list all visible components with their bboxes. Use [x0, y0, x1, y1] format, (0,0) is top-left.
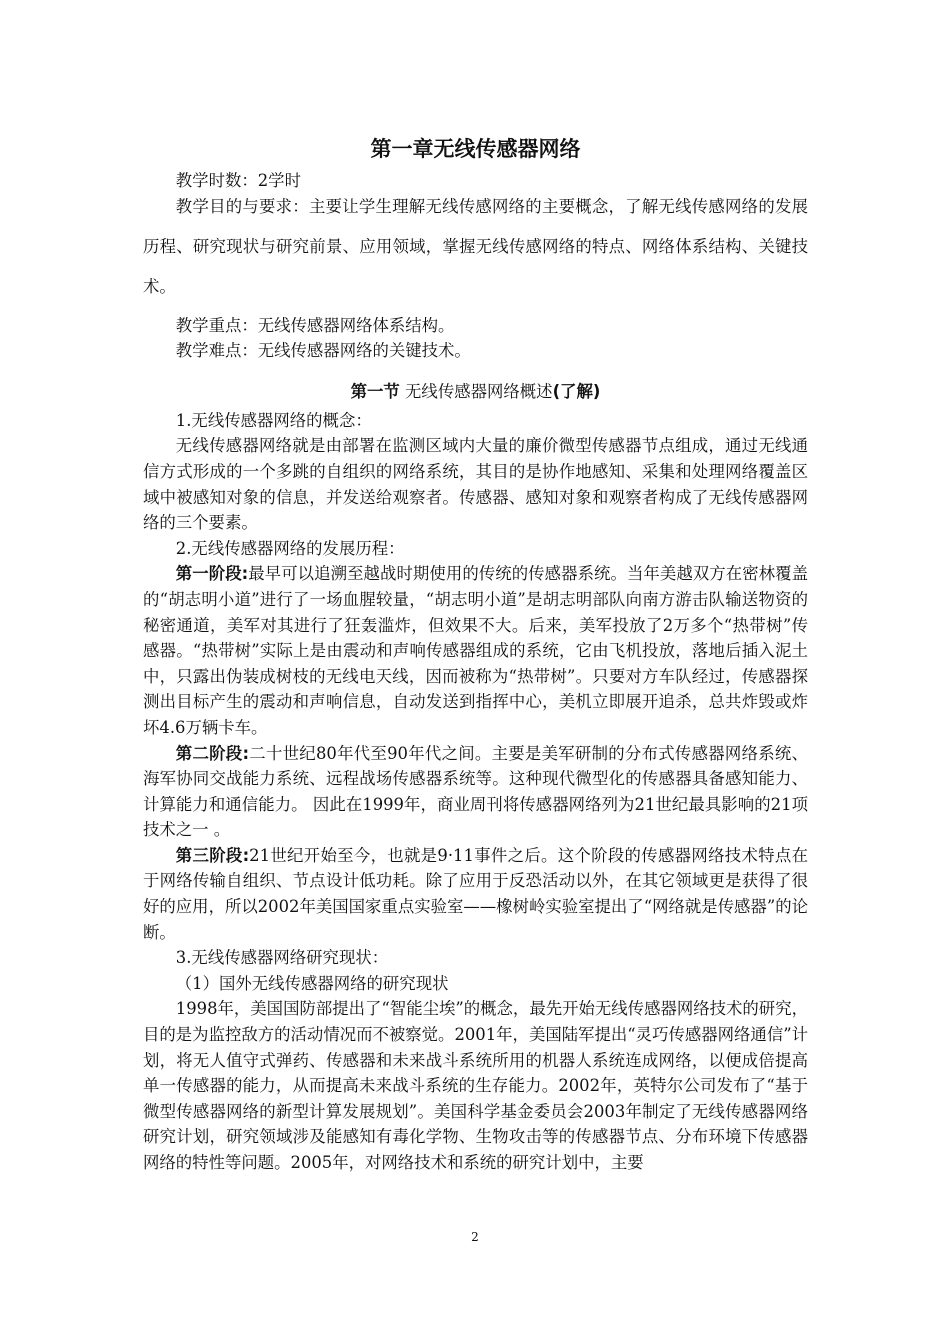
- page-number: 2: [471, 1230, 479, 1244]
- section-title: [143, 376, 808, 408]
- stage-2-paragraph: [143, 741, 808, 843]
- page-content: [143, 130, 808, 1176]
- stage-1-body: 最早可以追溯至越战时期使用的传统的传感器系统。当年美越双方在密林覆盖的“胡志明小道”进行了一场血腥较量，“胡志明小道”是胡志明部队向南方游击队输送物资的秘密通道，美军对其进行了狂轰滥炸，但效果不大。后来，美军投放了2万多个“热带树”传感器。“热带树”实际上是由震动和声响传感器组成的系统，它由飞机投放，落地后插入泥土中，只露出伪装成树枝的无线电天线，因而被称为“热带树”。只要对方车队经过，传感器探测出目标产生的震动和声响信息，自动发送到指挥中心，美机立即展开追杀，总共炸毁或炸坏4.6万辆卡车。: [143, 564, 809, 737]
- stage-1-label: 第一阶段:: [175, 564, 249, 584]
- stage-3-paragraph: [143, 843, 808, 945]
- history-heading: 2.无线传感器网络的发展历程：: [175, 538, 405, 558]
- stage-3-label: 第三阶段:: [175, 845, 250, 865]
- stage-2-label: 第二阶段:: [175, 743, 250, 763]
- teaching-goals: 教学目的与要求：主要让学生理解无线传感网络的主要概念，了解无线传感网络的发展历程、研究现状与研究前景、应用领域，掌握无线传感网络的特点、网络体系结构、关键技术。: [143, 196, 808, 296]
- research-heading: 3.无线传感器网络研究现状：: [175, 948, 389, 968]
- section-note: (了解): [552, 381, 601, 401]
- section-name: 无线传感器网络概述: [405, 381, 553, 401]
- stage-3-body: 21世纪开始至今，也就是9·11事件之后。这个阶段的传感器网络技术特点在于网络传输自组织、节点设计低功耗。除了应用于反恐活动以外，在其它领域更是获得了很好的应用，所以2002年美国国家重点实验室——橡树岭实验室提出了“网络就是传感器”的论断。: [143, 845, 808, 942]
- concept-heading: 1.无线传感器网络的概念：: [175, 410, 372, 430]
- research-body: 1998年，美国国防部提出了“智能尘埃”的概念，最先开始无线传感器网络技术的研究，目的是为监控敌方的活动情况而不被察觉。2001年，美国陆军提出“灵巧传感器网络通信”计划，将无人值守式弹药、传感器和未来战斗系统所用的机器人系统连成网络，以便成倍提高单一传感器的能力，从而提高未来战斗系统的生存能力。2002年，英特尔公司发布了“基于微型传感器网络的新型计算发展规划”。美国科学基金委员会2003年制定了无线传感器网络研究计划，研究领域涉及能感知有毒化学物、生物攻击等的传感器节点、分布环境下传感器网络的特性等问题。2005年，对网络技术和系统的研究计划中，主要: [143, 999, 808, 1172]
- section-number: 第一节: [350, 381, 400, 401]
- teaching-difficulty: 教学难点：无线传感器网络的关键技术。: [175, 341, 471, 361]
- teaching-hours: 教学时数：2学时: [175, 171, 301, 190]
- stage-2-body: 二十世纪80年代至90年代之间。主要是美军研制的分布式传感器网络系统、海军协同交战能力系统、远程战场传感器系统等。这种现代微型化的传感器具备感知能力、计算能力和通信能力。 因此在1999年，商业周刊将传感器网络列为21世纪最具影响的21项技术之一 。: [143, 743, 808, 840]
- research-subheading: （1）国外无线传感器网络的研究现状: [175, 973, 449, 993]
- stage-1-paragraph: [143, 561, 808, 740]
- chapter-title: 第一章无线传感器网络: [370, 137, 581, 161]
- teaching-focus: 教学重点：无线传感器网络体系结构。: [175, 315, 455, 335]
- concept-body: 无线传感器网络就是由部署在监测区域内大量的廉价微型传感器节点组成，通过无线通信方式形成的一个多跳的自组织的网络系统，其目的是协作地感知、采集和处理网络覆盖区域中被感知对象的信息，并发送给观察者。传感器、感知对象和观察者构成了无线传感器网络的三个要素。: [143, 436, 808, 533]
